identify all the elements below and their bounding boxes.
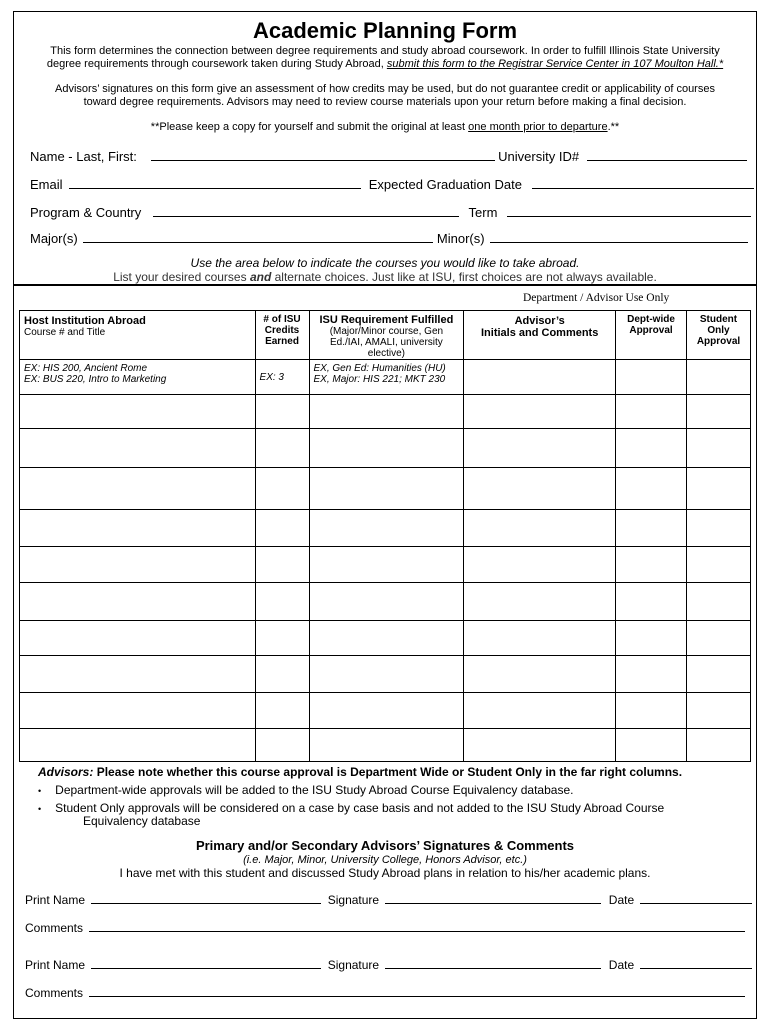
print-name-field-1[interactable]: [91, 891, 321, 904]
table-row[interactable]: [20, 510, 751, 547]
example-row: [20, 360, 751, 395]
term-label: Term: [468, 205, 498, 220]
signature-row-1: [25, 891, 752, 907]
registrar-instruction: submit this form to the Registrar Service Center in 107 Moulton Hall.*: [386, 58, 724, 70]
signatures-statement: I have met with this student and discussed Study Abroad plans in relation to his/her academic plans.: [119, 866, 651, 880]
grad-date-field[interactable]: [532, 176, 754, 189]
comments-row-1: [25, 919, 745, 935]
intro-text: [0, 45, 770, 71]
instructions-line-1: Use the area below to indicate the courses you would like to take abroad.: [190, 256, 580, 270]
signature-field-2[interactable]: [385, 956, 601, 969]
example-isu-cell: EX, Gen Ed: Humanities (HU) EX, Major: HIS 221; MKT 230: [309, 360, 464, 395]
name-label: Name - Last, First:: [30, 149, 137, 164]
email-row: [30, 176, 754, 192]
program-field[interactable]: [153, 204, 459, 217]
table-row[interactable]: [20, 395, 751, 429]
table-row[interactable]: [20, 656, 751, 693]
disclaimer-line-1: Advisors’ signatures on this form give an assessment of how credits may be used, but do not guarantee credit or applicability of courses: [55, 83, 715, 95]
print-name-label: Print Name: [25, 893, 86, 907]
signature-label: Signature: [327, 893, 380, 907]
bullet-student-only-cont: Equivalency database: [83, 814, 201, 828]
dept-use-label: Department / Advisor Use Only: [523, 292, 670, 304]
course-table: [19, 310, 751, 762]
example-host-cell: EX: HIS 200, Ancient Rome EX: BUS 220, Intro to Marketing: [20, 360, 256, 395]
university-id-field[interactable]: [587, 148, 747, 161]
example-advisor-cell: [464, 360, 616, 395]
minors-field[interactable]: [490, 230, 748, 243]
host-header: Host Institution Abroad Course # and Title: [20, 311, 256, 360]
date-label: Date: [608, 958, 635, 972]
majors-row: [30, 230, 748, 246]
example-student-cell: [686, 360, 750, 395]
minors-label: Minor(s): [436, 231, 485, 246]
copy-note: **Please keep a copy for yourself and submit the original at least one month prior to departure.**: [150, 121, 620, 133]
comments-label: Comments: [25, 986, 84, 1000]
signature-field-1[interactable]: [385, 891, 601, 904]
dept-approval-header: Dept-wide Approval: [616, 311, 687, 360]
signatures-heading: Primary and/or Secondary Advisors’ Signatures & Comments: [195, 838, 575, 853]
intro-line-2: degree requirements through coursework taken during Study Abroad, submit this form to the Registrar Service Center in 107 Moulton Hall.*: [46, 58, 724, 70]
course-instructions: [0, 256, 770, 284]
bullet-dept-wide: • Department-wide approvals will be added to the ISU Study Abroad Course Equivalency database.: [38, 783, 574, 797]
credits-header: # of ISU Credits Earned: [255, 311, 309, 360]
instructions-line-2: List your desired courses and alternate choices. Just like at ISU, first choices are not always available.: [113, 270, 657, 284]
program-label: Program & Country: [30, 205, 142, 220]
name-row: [30, 148, 747, 164]
majors-field[interactable]: [83, 230, 433, 243]
section-divider: [13, 284, 757, 286]
student-approval-header: Student Only Approval: [686, 311, 750, 360]
comments-field-2[interactable]: [89, 984, 745, 997]
print-name-label: Print Name: [25, 958, 86, 972]
email-field[interactable]: [69, 176, 361, 189]
advisors-notice: Advisors: Please note whether this course approval is Department Wide or Student Only in the far right columns.: [38, 765, 683, 779]
table-row[interactable]: [20, 547, 751, 583]
example-credits-cell: EX: 3: [255, 360, 309, 395]
email-label: Email: [30, 177, 63, 192]
comments-field-1[interactable]: [89, 919, 745, 932]
bullet-icon: •: [38, 786, 42, 796]
advisor-header: Advisor’s Initials and Comments: [464, 311, 616, 360]
table-row[interactable]: [20, 429, 751, 468]
signature-row-2: [25, 956, 752, 972]
form-title: Academic Planning Form: [252, 18, 518, 43]
disclaimer-line-2: toward degree requirements. Advisors may need to review course materials upon your return before making a final decision.: [83, 96, 687, 108]
date-field-1[interactable]: [640, 891, 752, 904]
table-row[interactable]: [20, 621, 751, 656]
example-dept-cell: [616, 360, 687, 395]
majors-label: Major(s): [30, 231, 78, 246]
print-name-field-2[interactable]: [91, 956, 321, 969]
table-row[interactable]: [20, 729, 751, 762]
comments-label: Comments: [25, 921, 84, 935]
signature-label: Signature: [327, 958, 380, 972]
bullet-student-only: • Student Only approvals will be considered on a case by case basis and not added to the ISU Study Abroad Course: [38, 801, 665, 815]
date-label: Date: [608, 893, 635, 907]
term-field[interactable]: [507, 204, 751, 217]
program-row: [30, 204, 751, 220]
isu-requirement-header: ISU Requirement Fulfilled (Major/Minor course, Gen Ed./IAI, AMALI, university elective): [309, 311, 464, 360]
table-row[interactable]: [20, 468, 751, 510]
table-header-row: [20, 311, 751, 360]
table-row[interactable]: [20, 693, 751, 729]
grad-date-label: Expected Graduation Date: [368, 177, 522, 192]
comments-row-2: [25, 984, 745, 1000]
signatures-subheading: (i.e. Major, Minor, University College, Honors Advisor, etc.): [243, 854, 527, 866]
bullet-icon: •: [38, 804, 42, 814]
date-field-2[interactable]: [640, 956, 752, 969]
advisors-disclaimer: [0, 83, 770, 109]
intro-line-1: This form determines the connection between degree requirements and study abroad coursework. In order to fulfill Illinois State University: [50, 45, 720, 57]
university-id-label: University ID#: [498, 149, 580, 164]
name-field[interactable]: [151, 148, 495, 161]
table-row[interactable]: [20, 583, 751, 621]
